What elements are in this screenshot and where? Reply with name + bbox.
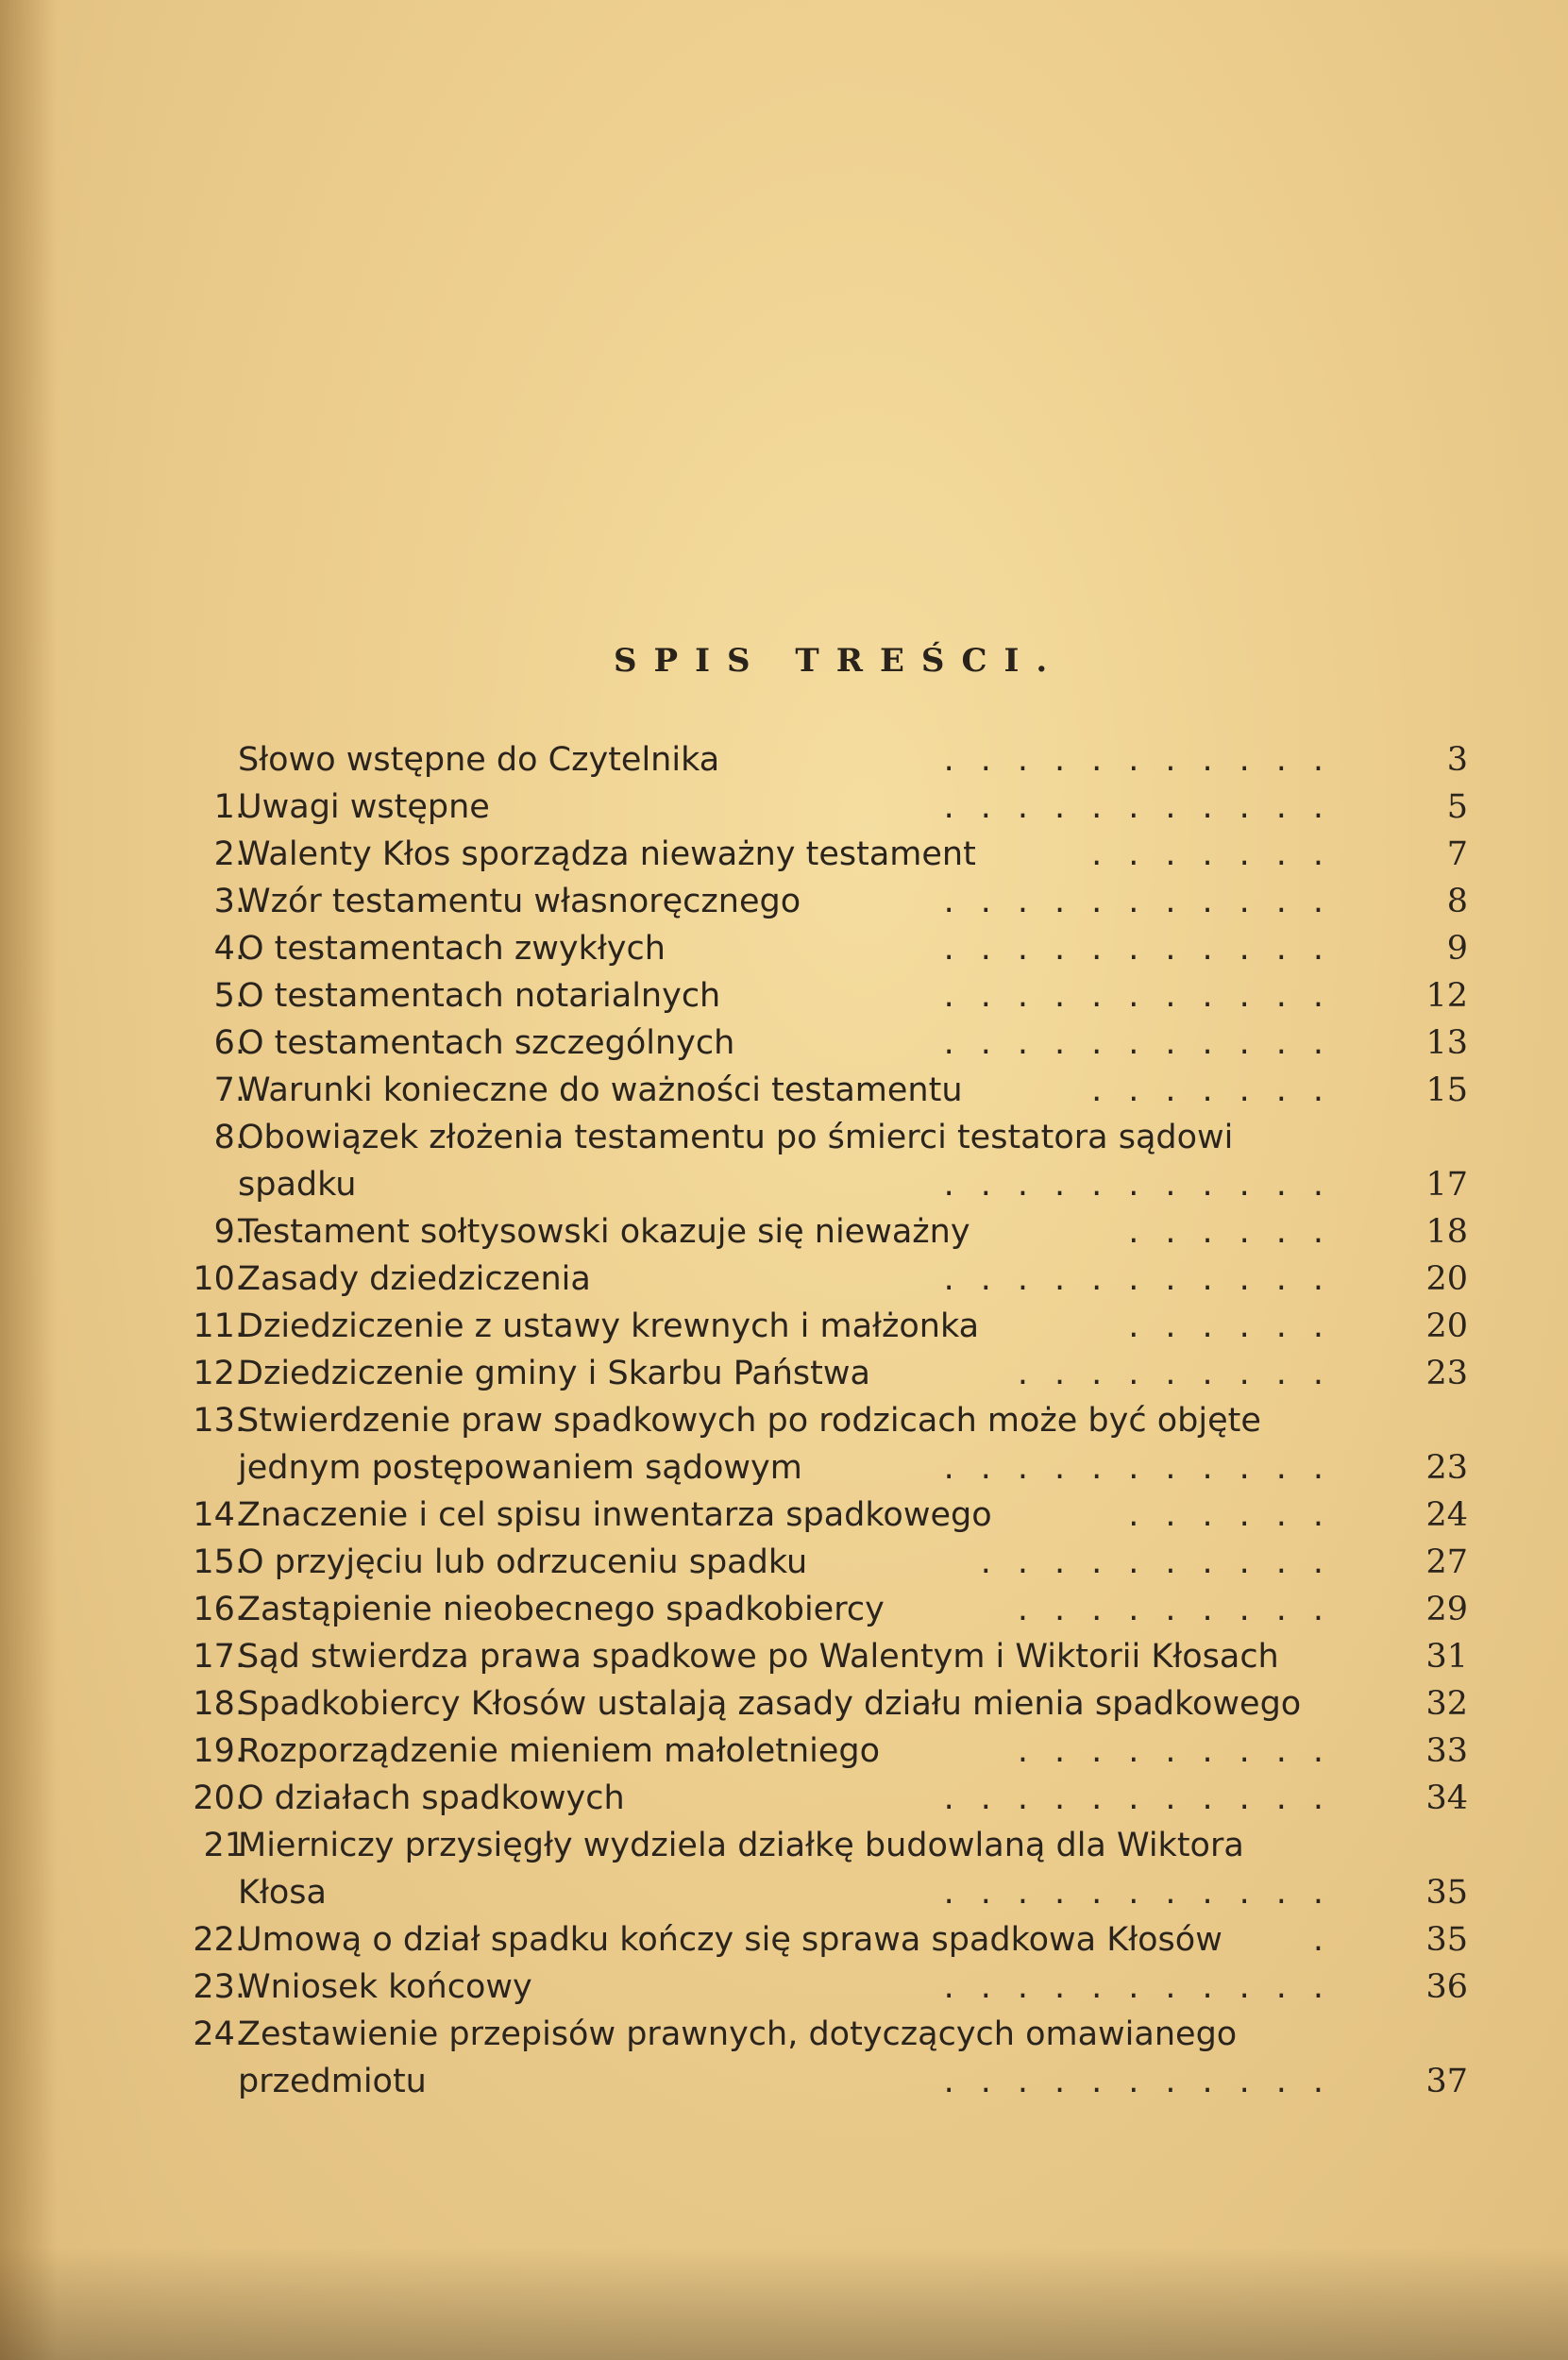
toc-leader-dots: ........... <box>943 1260 1350 1298</box>
toc-entry-number: 5. <box>213 977 245 1015</box>
toc-entry-number: 7. <box>213 1071 245 1109</box>
toc-entry-page: 24 <box>1425 1496 1468 1534</box>
toc-entry-title: O działach spadkowych <box>238 1779 625 1817</box>
toc-leader-dots: ........... <box>943 788 1350 826</box>
toc-entry <box>189 925 1492 972</box>
toc-entry-page: 32 <box>1425 1685 1468 1723</box>
toc-entry-title: O przyjęciu lub odrzuceniu spadku <box>238 1543 808 1581</box>
toc-entry-number: 19. <box>193 1732 245 1770</box>
toc-entry-number: 10. <box>193 1260 245 1298</box>
toc-entry-title: jednym postępowaniem sądowym <box>238 1449 802 1487</box>
toc-entry <box>189 1444 1492 1492</box>
toc-entry <box>189 1492 1492 1539</box>
toc-entry-page: 13 <box>1425 1024 1468 1062</box>
toc-entry-page: 20 <box>1425 1260 1468 1298</box>
toc-entry-number: 6. <box>213 1024 245 1062</box>
toc-entry <box>189 1067 1492 1114</box>
toc-entry <box>189 1728 1492 1775</box>
toc-entry-page: 20 <box>1425 1307 1468 1345</box>
toc-entry-page: 35 <box>1425 1874 1468 1912</box>
toc-entry-title: O testamentach zwykłych <box>238 930 666 968</box>
toc-entry-page: 7 <box>1446 835 1468 873</box>
toc-entry-title: Rozporządzenie mieniem małoletniego <box>238 1732 881 1770</box>
toc-entry-number: 15. <box>193 1543 245 1581</box>
toc-entry <box>189 1208 1492 1256</box>
toc-entry-number: 13. <box>193 1402 245 1440</box>
toc-leader-dots: ........... <box>943 741 1350 779</box>
toc-entry <box>189 1916 1492 1964</box>
toc-entry-page: 23 <box>1425 1449 1468 1487</box>
toc-entry-title: przedmiotu <box>238 2063 427 2100</box>
toc-entry <box>189 1633 1492 1680</box>
toc-entry <box>189 1161 1492 1208</box>
toc-entry-page: 31 <box>1425 1638 1468 1676</box>
toc-entry-title: Walenty Kłos sporządza nieważny testament <box>238 835 976 873</box>
toc-entry-number: 4. <box>213 930 245 968</box>
toc-entry-title: Dziedziczenie z ustawy krewnych i małżonka <box>238 1307 980 1345</box>
toc-entry-title: Zestawienie przepisów prawnych, dotyczących omawianego <box>238 2015 1238 2053</box>
toc-entry-number: 23. <box>193 1968 245 2006</box>
toc-entry-number: 16. <box>193 1591 245 1628</box>
toc-leader-dots: ...... <box>1128 1307 1350 1345</box>
toc-entry <box>189 1539 1492 1586</box>
toc-entry-number: 8. <box>213 1119 245 1156</box>
toc-entry-number: 22. <box>193 1921 245 1959</box>
toc-entry-page: 35 <box>1425 1921 1468 1959</box>
toc-leader-dots: .......... <box>980 1543 1350 1581</box>
toc-entry-title: Zasady dziedziczenia <box>238 1260 591 1298</box>
toc-leader-dots: . <box>1312 1921 1350 1959</box>
toc-entry <box>189 1680 1492 1728</box>
toc-leader-dots: ........... <box>943 2063 1350 2100</box>
toc-entry <box>189 2011 1492 2058</box>
toc-entry-title: Wniosek końcowy <box>238 1968 532 2006</box>
toc-entry-number: 11. <box>193 1307 245 1345</box>
toc-entry-title: O testamentach szczególnych <box>238 1024 735 1062</box>
toc-entry-number: 3. <box>213 883 245 920</box>
toc-entry <box>189 831 1492 878</box>
toc-leader-dots: ........... <box>943 1968 1350 2006</box>
toc-entry <box>189 972 1492 1020</box>
toc-entry <box>189 1303 1492 1350</box>
toc-leader-dots: ....... <box>1091 835 1350 873</box>
toc-entry-title: Dziedziczenie gminy i Skarbu Państwa <box>238 1355 870 1392</box>
toc-leader-dots: ........... <box>943 883 1350 920</box>
toc-entry-title: Uwagi wstępne <box>238 788 490 826</box>
toc-entry <box>189 784 1492 831</box>
toc-entry-title: Mierniczy przysięgły wydziela działkę budowlaną dla Wiktora <box>238 1827 1244 1864</box>
toc-entry <box>189 1256 1492 1303</box>
toc-entry-number: 12. <box>193 1355 245 1392</box>
toc-entry-title: Testament sołtysowski okazuje się nieważny <box>238 1213 970 1251</box>
toc-entry <box>189 878 1492 925</box>
toc-entry <box>189 1964 1492 2011</box>
page-title: SPIS TREŚCI. <box>614 642 1065 680</box>
toc-leader-dots: ...... <box>1128 1496 1350 1534</box>
toc-entry <box>189 736 1492 784</box>
toc-entry <box>189 1822 1492 1869</box>
toc-leader-dots: ....... <box>1091 1071 1350 1109</box>
toc-entry-number: 24. <box>193 2015 245 2053</box>
toc-leader-dots: ........... <box>943 1024 1350 1062</box>
toc-entry-page: 15 <box>1425 1071 1468 1109</box>
toc-entry-number: 2. <box>213 835 245 873</box>
toc-entry <box>189 1350 1492 1397</box>
toc-entry-number: 17. <box>193 1638 245 1676</box>
toc-entry-number: 1. <box>213 788 245 826</box>
toc-entry-number: 14. <box>193 1496 245 1534</box>
toc-entry-title: Stwierdzenie praw spadkowych po rodzicach może być objęte <box>238 1402 1261 1440</box>
toc-leader-dots: ...... <box>1128 1213 1350 1251</box>
toc-entry-title: Obowiązek złożenia testamentu po śmierci testatora sądowi <box>238 1119 1234 1156</box>
toc-entry-page: 12 <box>1425 977 1468 1015</box>
toc-leader-dots: ......... <box>1017 1355 1350 1392</box>
toc-entry-page: 36 <box>1425 1968 1468 2006</box>
toc-entry-title: Umową o dział spadku kończy się sprawa spadkowa Kłosów <box>238 1921 1222 1959</box>
toc-leader-dots: ......... <box>1017 1732 1350 1770</box>
toc-entry-page: 27 <box>1425 1543 1468 1581</box>
toc-entry-page: 3 <box>1446 741 1468 779</box>
toc-entry <box>189 2058 1492 2105</box>
toc-entry-title: spadku <box>238 1166 357 1204</box>
toc-leader-dots: ........... <box>943 1874 1350 1912</box>
toc-entry <box>189 1397 1492 1444</box>
toc-entry-page: 23 <box>1425 1355 1468 1392</box>
toc-entry <box>189 1775 1492 1822</box>
toc-entry-number: 21 <box>203 1827 245 1864</box>
toc-entry-page: 9 <box>1446 930 1468 968</box>
toc-entry-page: 33 <box>1425 1732 1468 1770</box>
toc-entry-title: Warunki konieczne do ważności testamentu <box>238 1071 963 1109</box>
toc-entry-page: 5 <box>1446 788 1468 826</box>
toc-entry-title: Słowo wstępne do Czytelnika <box>238 741 720 779</box>
toc-entry-page: 17 <box>1425 1166 1468 1204</box>
toc-entry-page: 18 <box>1425 1213 1468 1251</box>
toc-leader-dots: ........... <box>943 1779 1350 1817</box>
toc-entry-title: Wzór testamentu własnoręcznego <box>238 883 801 920</box>
toc-entry-page: 34 <box>1425 1779 1468 1817</box>
toc-entry <box>189 1586 1492 1633</box>
toc-entry <box>189 1114 1492 1161</box>
toc-leader-dots: ......... <box>1017 1591 1350 1628</box>
toc-entry-title: Znaczenie i cel spisu inwentarza spadkowego <box>238 1496 992 1534</box>
toc-entry-number: 18. <box>193 1685 245 1723</box>
toc-entry-number: 9. <box>213 1213 245 1251</box>
toc-entry-title: Sąd stwierdza prawa spadkowe po Walentym i Wiktorii Kłosach <box>238 1638 1279 1676</box>
toc-entry-page: 8 <box>1446 883 1468 920</box>
toc-leader-dots: ........... <box>943 1166 1350 1204</box>
toc-leader-dots: ........... <box>943 977 1350 1015</box>
toc-entry-title: O testamentach notarialnych <box>238 977 721 1015</box>
toc-entry-page: 37 <box>1425 2063 1468 2100</box>
toc-leader-dots: ........... <box>943 930 1350 968</box>
toc-entry <box>189 1869 1492 1916</box>
toc-entry-number: 20. <box>193 1779 245 1817</box>
toc-entry-title: Zastąpienie nieobecnego spadkobiercy <box>238 1591 885 1628</box>
toc-entry <box>189 1020 1492 1067</box>
toc-entry-page: 29 <box>1425 1591 1468 1628</box>
table-of-contents <box>189 736 1492 2105</box>
toc-leader-dots: ........... <box>943 1449 1350 1487</box>
toc-entry-title: Spadkobiercy Kłosów ustalają zasady działu mienia spadkowego <box>238 1685 1302 1723</box>
toc-entry-title: Kłosa <box>238 1874 327 1912</box>
